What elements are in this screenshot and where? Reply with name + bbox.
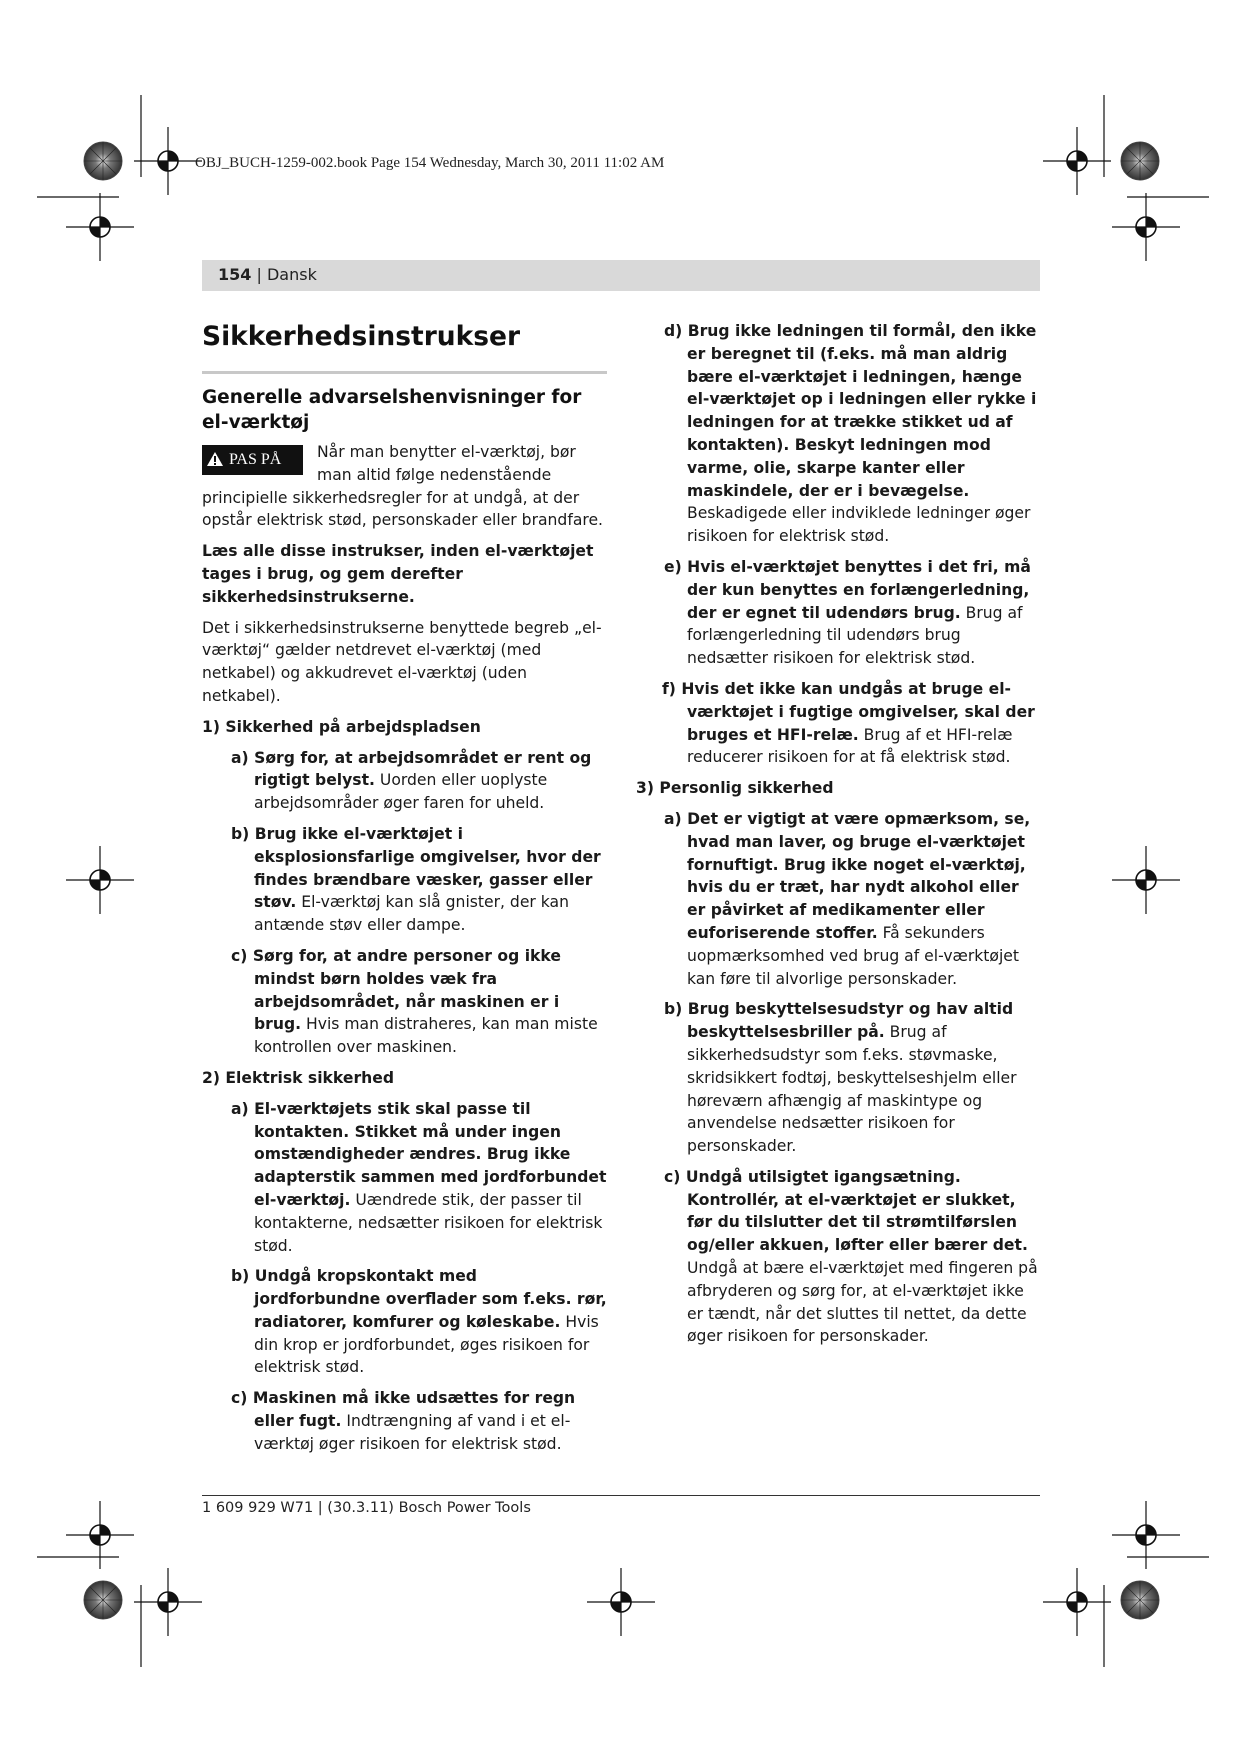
list-item: b) Undgå kropskontakt med jordforbundne overflader som f.eks. rør, radiatorer, komfurer og køleskabe. Hvis din krop er jordforbundet, øges risikoen for elektrisk stød. [231,1267,607,1377]
page-separator: | [251,265,267,284]
list-item: a) Sørg for, at arbejdsområdet er rent og rigtigt belyst. Uorden eller uoplyste arbejdsområder øger faren for uheld. [231,748,592,813]
warning-badge [202,445,303,475]
color-target-icon [84,1581,122,1619]
page-title: Sikkerhedsinstrukser [202,321,521,352]
registration-mark-icon [134,1568,202,1636]
color-target-icon [1121,1581,1159,1619]
book-header: OBJ_BUCH-1259-002.book Page 154 Wednesday, March 30, 2011 11:02 AM [195,155,665,171]
list-item: b) Brug beskyttelsesudstyr og hav altid beskyttelsesbriller på. Brug af sikkerhedsudstyr som f.eks. støvmaske, skridsikkert fodtøj, beskyttelseshjelm eller høreværn afhængig af maskintype og anvendelse nedsætter risikoen for personskader. [664,1000,1017,1156]
section-subtitle: Generelle advarselshenvisninger for el-værktøj [202,387,582,433]
warning-badge-label: PAS PÅ [229,451,282,468]
page-language: Dansk [266,265,317,284]
list-item: d) Brug ikke ledningen til formål, den ikke er beregnet til (f.eks. må man aldrig bære el-værktøjet i ledningen, hænge el-værktøjet op i ledningen eller rykke i ledningen for at trække stikket ud af kontakten). Beskyt ledningen mod varme, olie, skarpe kanter eller maskindele, der er i bevægelse. Beskadigede eller indviklede ledninger øger risikoen for elektrisk stød. [664,322,1037,546]
list-item: f) Hvis det ikke kan undgås at bruge el-værktøjet i fugtige omgivelser, skal der bruges et HFI-relæ. Brug af et HFI-relæ reducerer risikoen for at få elektrisk stød. [662,679,1035,767]
read-notice: Læs alle disse instrukser, inden el-værktøjet tages i brug, og gem derefter sikkerhedsinstrukserne. [202,542,594,606]
registration-mark-icon [66,193,134,261]
color-target-icon [1121,142,1159,180]
list-item: b) Brug ikke el-værktøjet i eksplosionsfarlige omgivelser, hvor der findes brændbare væsker, gasser eller støv. El-værktøj kan slå gnister, der kan antænde støv eller dampe. [231,824,601,935]
definition-paragraph: Det i sikkerhedsinstrukserne benyttede begreb „el-værktøj“ gælder netdrevet el-værktøj (med netkabel) og akkudrevet el-værktøj (uden netkabel). [202,618,602,705]
registration-mark-icon [66,1501,134,1569]
registration-mark-icon [1112,846,1180,914]
list-item: c) Sørg for, at andre personer og ikke mindst børn holdes væk fra arbejdsområdet, når maskinen er i brug. Hvis man distraheres, kan man miste kontrollen over maskinen. [231,946,598,1057]
footer-divider [202,1495,1040,1496]
registration-mark-icon [1043,127,1111,195]
warning-triangle-icon [206,451,224,467]
list-item: a) El-værktøjets stik skal passe til kontakten. Stikket må under ingen omstændigheder ændres. Brug ikke adapterstik sammen med jordforbundet el-værktøj. Uændrede stik, der passer til kontakterne, nedsætter risikoen for elektrisk stød. [231,1099,607,1255]
warning-block [202,441,607,532]
registration-mark-icon [134,127,202,195]
registration-mark-icon [66,846,134,914]
section-heading-2: 2) Elektrisk sikkerhed [202,1068,394,1087]
page-header-bar [202,260,1040,291]
registration-mark-icon [1112,193,1180,261]
registration-mark-icon [587,1568,655,1636]
page-number: 154 [218,265,252,284]
title-divider [202,371,607,374]
list-item: c) Undgå utilsigtet igangsætning. Kontrollér, at el-værktøjet er slukket, før du tilslutter det til strømtilførslen og/eller akkuen, løfter eller bærer det. Undgå at bære el-værktøjet med fingeren på afbryderen og sørg for, at el-værktøjet ikke er tændt, når det sluttes til nettet, da dette øger risikoen for personskader. [664,1167,1038,1346]
registration-mark-icon [1112,1501,1180,1569]
page-footer: 1 609 929 W71 | (30.3.11) Bosch Power Tools [202,1500,531,1516]
section-heading-1: 1) Sikkerhed på arbejdspladsen [202,717,481,736]
left-column [202,320,607,1464]
list-item: e) Hvis el-værktøjet benyttes i det fri, må der kun benyttes en forlængerledning, der er egnet til udendørs brug. Brug af forlængerledning til udendørs brug nedsætter risikoen for elektrisk stød. [664,557,1031,668]
warning-text: Når man benytter el-værktøj, bør man altid følge nedenstående principielle sikkerhedsregler for at undgå, at der opstår elektrisk stød, personskader eller brandfare. [202,443,603,530]
color-target-icon [84,142,122,180]
list-item: c) Maskinen må ikke udsættes for regn eller fugt. Indtrængning af vand i et el-værktøj øger risikoen for elektrisk stød. [231,1389,576,1453]
right-column [636,320,1040,1356]
list-item: a) Det er vigtigt at være opmærksom, se, hvad man laver, og bruge el-værktøjet fornuftigt. Brug ikke noget el-værktøj, hvis du er træt, har nydt alkohol eller er påvirket af medikamenter eller euforiserende stoffer. Få sekunders uopmærksomhed ved brug af el-værktøjet kan føre til alvorlige personskader. [664,809,1031,988]
registration-mark-icon [1043,1568,1111,1636]
section-heading-3: 3) Personlig sikkerhed [636,779,834,798]
